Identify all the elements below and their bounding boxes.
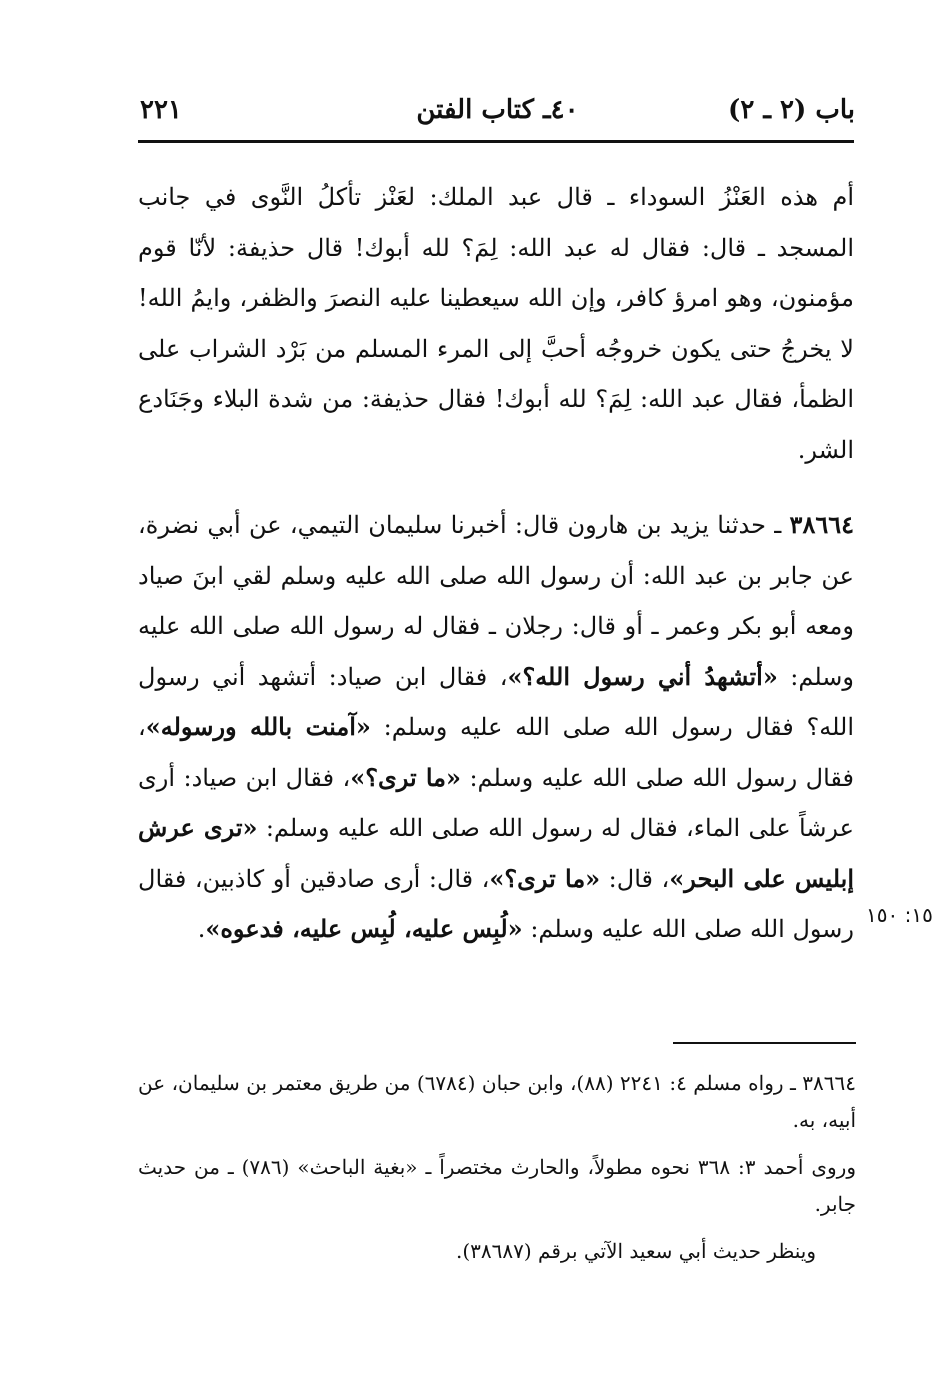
quote-bold: «أتشهدُ أني رسول الله؟» <box>507 661 778 691</box>
footnote-3: وينظر حديث أبي سعيد الآتي برقم (٣٨٦٨٧). <box>455 1239 816 1263</box>
chapter-label: باب (٢ ـ ٢) <box>728 95 855 125</box>
paragraph-continued: أم هذه العَنْزُ السوداء ـ قال عبد الملك: لعَنْز تأكلُ النَّوى في جانب المسجد ـ قال: فقال له عبد الله: لِمَ؟ لله أبوك! قال حذيفة: لأنّا قوم مؤمنون، وهو امرؤ كافر، وإن الله سيعطينا عليه النصرَ والظفر، وايمُ الله! لا يخرجُ حتى يكون خروجُه أحبَّ إلى المرء المسلم من بَرْد الشراب على الظمأ، فقال عبد الله: لِمَ؟ لله أبوك! فقال حذيفة: من شدة البلاء وجَنَادع الشر. <box>138 183 854 464</box>
footnote-1: ٣٨٦٦٤ ـ رواه مسلم ٤: ٢٢٤١ (٨٨)، وابن حبان (٦٧٨٤) من طريق معتمر بن سليمان، عن أبيه، به. <box>138 1071 856 1132</box>
book-title: ٤٠ـ كتاب الفتن <box>416 95 579 125</box>
text-segment: . <box>197 915 206 943</box>
text-segment: ـ حدثنا يزيد بن هارون قال: أخبرنا سليمان التيمي، عن أبي نضرة، عن جابر بن عبد الله: أن رسول الله صلى الله عليه وسلم لقي ابنَ صياد ومعه أبو بكر وعمر ـ أو قال: رجلان ـ فقال له رسول الله صلى الله عليه وسلم: <box>138 511 854 691</box>
text-segment: ، قال: أرى صادقين أو كاذبين، فقال رسول الله صلى الله عليه وسلم: <box>138 864 854 943</box>
quote-bold: «ما ترى؟» <box>350 762 462 792</box>
quote-bold: «آمنت بالله ورسوله» <box>145 712 371 741</box>
footnote-2: وروى أحمد ٣: ٣٦٨ نحوه مطولاً، والحارث مختصراً ـ «بغية الباحث» (٧٨٦) ـ من حديث جابر. <box>138 1155 856 1216</box>
page-number: ٢٢١ <box>140 95 182 125</box>
footnotes <box>138 1065 856 1280</box>
quote-bold: «ترى عرش إبليس على البحر» <box>138 813 855 893</box>
hadith-paragraph <box>138 500 854 955</box>
margin-reference: ١٥: ١٥٠ <box>866 903 933 927</box>
text-segment: ، قال: <box>600 864 670 893</box>
quote-bold: «ما ترى؟» <box>489 863 601 893</box>
footnote-rule <box>673 1042 856 1044</box>
header-rule <box>138 140 854 143</box>
text-segment: ، فقال ابن صياد: أتشهد أني رسول الله؟ فقال رسول الله صلى الله عليه وسلم: <box>138 662 855 741</box>
running-header <box>140 95 855 135</box>
text-segment: ، فقال رسول الله صلى الله عليه وسلم: <box>138 713 855 792</box>
quote-bold: «لُبِس عليه، لُبِس عليه، فدعوه» <box>205 914 523 943</box>
hadith-number: ٣٨٦٦٤ <box>789 510 854 539</box>
text-segment: ، فقال ابن صياد: أرى عرشاً على الماء، فقال له رسول الله صلى الله عليه وسلم: <box>138 763 854 842</box>
